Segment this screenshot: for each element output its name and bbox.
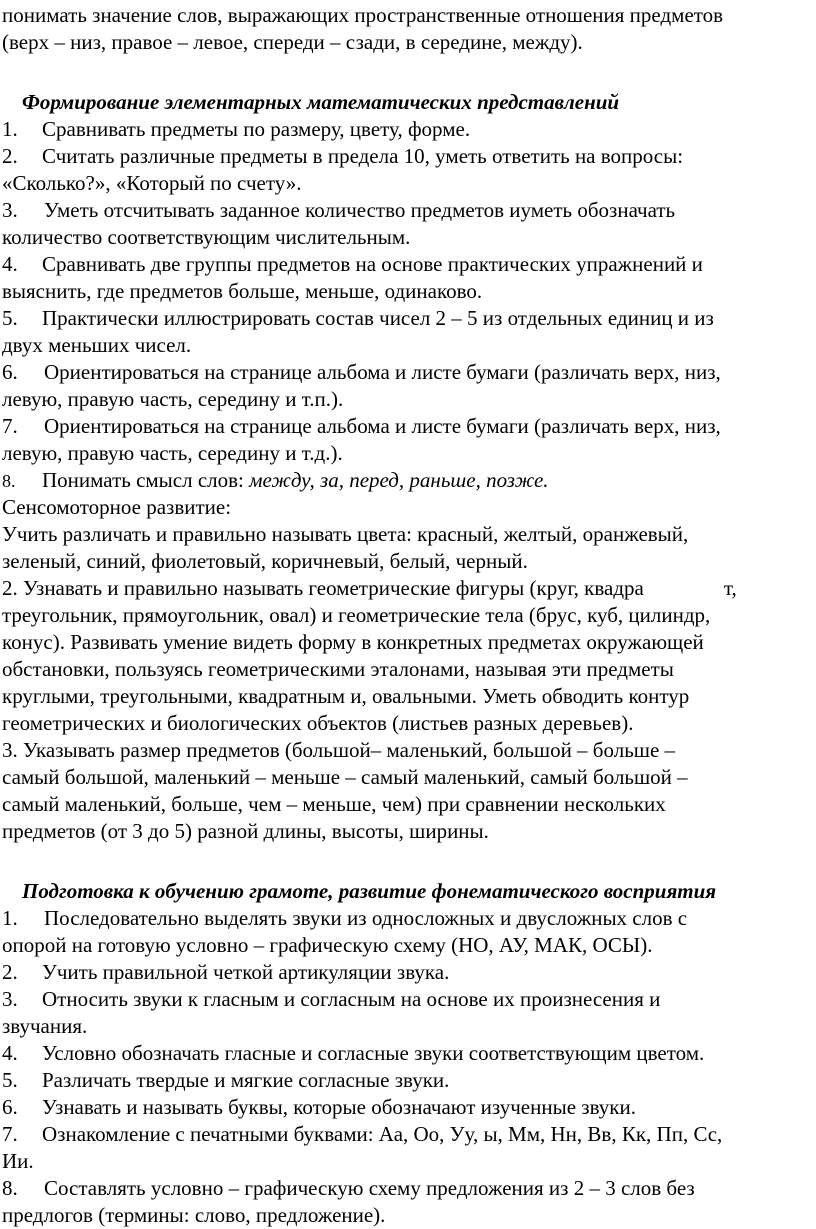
math-item-2-continued: «Сколько?», «Который по счету». xyxy=(2,171,302,195)
literacy-item-3 xyxy=(2,986,814,1013)
sensory-p1-line-2: зеленый, синий, фиолетовый, коричневый, белый, черный. xyxy=(2,549,528,573)
literacy-item-6 xyxy=(2,1094,814,1121)
math-item-4-continued: выяснить, где предметов больше, меньше, одинаково. xyxy=(2,279,483,303)
item-text: Различать твердые и мягкие согласные звуки. xyxy=(42,1068,450,1092)
item-text: Ориентироваться на странице альбома и листе бумаги (различать верх, низ, xyxy=(44,360,721,384)
math-item-3-continued: количество соответствующим числительным. xyxy=(2,225,411,249)
sensory-p2-text-a: 2. Узнавать и правильно называть геометрические фигуры (круг, квадра xyxy=(2,576,644,600)
math-item-5-continued: двух меньших чисел. xyxy=(2,333,192,357)
item-text: Ознакомление с печатными буквами: Аа, Оо, Уу, ы, Мм, Нн, Вв, Кк, Пп, Сс, xyxy=(42,1122,723,1146)
item-number: 4. xyxy=(2,252,18,276)
item-text: Считать различные предметы в предела 10, уметь ответить на вопросы: xyxy=(42,144,684,168)
intro-line-1: понимать значение слов, выражающих пространственные отношения предметов xyxy=(2,3,724,27)
literacy-item-7 xyxy=(2,1121,814,1148)
sensory-p3-line-3: самый маленький, больше, чем – меньше, чем) при сравнении нескольких xyxy=(2,792,666,816)
item-text: Сравнивать предметы по размеру, цвету, форме. xyxy=(42,117,471,141)
blank-line xyxy=(2,56,814,89)
item-number: 8. xyxy=(2,1176,18,1200)
document-page xyxy=(2,2,814,1229)
sensory-section-title: Сенсомоторное развитие: xyxy=(2,495,232,519)
item-text: Последовательно выделять звуки из односложных и двусложных слов с xyxy=(44,906,688,930)
math-item-8 xyxy=(2,467,814,494)
sensory-p2-line-5: круглыми, треугольными, квадратным и, овальными. Уметь обводить контур xyxy=(2,684,690,708)
literacy-item-8-continued: предлогов (термины: слово, предложение). xyxy=(2,1203,386,1227)
sensory-p2-line-1 xyxy=(2,575,814,602)
math-item-3 xyxy=(2,197,814,224)
sensory-p2-line-4: обстановки, пользуясь геометрическими эталонами, называя эти предметы xyxy=(2,657,674,681)
sensory-p1-line-1: Учить различать и правильно называть цвета: красный, желтый, оранжевый, xyxy=(2,522,689,546)
item-number: 2. xyxy=(2,960,18,984)
item-number: 1. xyxy=(2,906,18,930)
literacy-item-1-continued: опорой на готовую условно – графическую схему (НО, АУ, МАК, ОСЫ). xyxy=(2,933,653,957)
literacy-item-4 xyxy=(2,1040,814,1067)
sensory-p2-text-b: т, xyxy=(723,576,737,600)
literacy-item-1 xyxy=(2,905,814,932)
item-text: Практически иллюстрировать состав чисел 2 – 5 из отдельных единиц и из xyxy=(42,306,714,330)
math-item-1 xyxy=(2,116,814,143)
item-number: 7. xyxy=(2,1122,18,1146)
math-item-7 xyxy=(2,413,814,440)
math-item-5 xyxy=(2,305,814,332)
sensory-p3-line-4: предметов (от 3 до 5) разной длины, высоты, ширины. xyxy=(2,819,489,843)
sensory-p3-line-1: 3. Указывать размер предметов (большой– маленький, большой – больше – xyxy=(2,738,676,762)
math-item-6 xyxy=(2,359,814,386)
blank-line xyxy=(2,845,814,878)
item-number: 3. xyxy=(2,987,18,1011)
item-number: 5. xyxy=(2,1068,18,1092)
math-item-4 xyxy=(2,251,814,278)
literacy-item-5 xyxy=(2,1067,814,1094)
item-number: 4. xyxy=(2,1041,18,1065)
item-text: Учить правильной четкой артикуляции звука. xyxy=(42,960,450,984)
intro-line-2: (верх – низ, правое – левое, спереди – сзади, в середине, между). xyxy=(2,30,583,54)
math-item-2 xyxy=(2,143,814,170)
item-text: Относить звуки к гласным и согласным на основе их произнесения и xyxy=(42,987,661,1011)
sensory-p2-line-3: конус). Развивать умение видеть форму в конкретных предметах окружающей xyxy=(2,630,704,654)
item-text: Условно обозначать гласные и согласные звуки соответствующим цветом. xyxy=(42,1041,705,1065)
math-item-6-continued: левую, правую часть, середину и т.п.). xyxy=(2,387,344,411)
item-number: 8. xyxy=(2,471,16,491)
item-number: 6. xyxy=(2,360,18,384)
item-text: Понимать смысл слов: xyxy=(42,468,250,492)
math-item-7-continued: левую, правую часть, середину и т.д.). xyxy=(2,441,343,465)
literacy-item-8 xyxy=(2,1175,814,1202)
literacy-item-7-continued: Ии. xyxy=(2,1149,34,1173)
item-text: Узнавать и называть буквы, которые обозначают изученные звуки. xyxy=(42,1095,636,1119)
item-text: Сравнивать две группы предметов на основе практических упражнений и xyxy=(42,252,703,276)
literacy-item-3-continued: звучания. xyxy=(2,1014,88,1038)
item-number: 2. xyxy=(2,144,18,168)
math-section-heading: Формирование элементарных математических представлений xyxy=(22,90,620,114)
sensory-p2-line-6: геометрических и биологических объектов (листьев разных деревьев). xyxy=(2,711,634,735)
item-number: 7. xyxy=(2,414,18,438)
literacy-section-heading: Подготовка к обучению грамоте, развитие фонематического восприятия xyxy=(22,879,717,903)
literacy-item-2 xyxy=(2,959,814,986)
item-number: 5. xyxy=(2,306,18,330)
item-italic-words: между, за, перед, раньше, позже. xyxy=(249,468,549,492)
item-text: Ориентироваться на странице альбома и листе бумаги (различать верх, низ, xyxy=(44,414,721,438)
item-text: Составлять условно – графическую схему предложения из 2 – 3 слов без xyxy=(44,1176,695,1200)
sensory-p3-line-2: самый большой, маленький – меньше – самый маленький, самый большой – xyxy=(2,765,688,789)
item-number: 6. xyxy=(2,1095,18,1119)
item-number: 1. xyxy=(2,117,18,141)
item-text: Уметь отсчитывать заданное количество предметов иуметь обозначать xyxy=(44,198,676,222)
sensory-p2-line-2: треугольник, прямоугольник, овал) и геометрические тела (брус, куб, цилиндр, xyxy=(2,603,711,627)
item-number: 3. xyxy=(2,198,18,222)
